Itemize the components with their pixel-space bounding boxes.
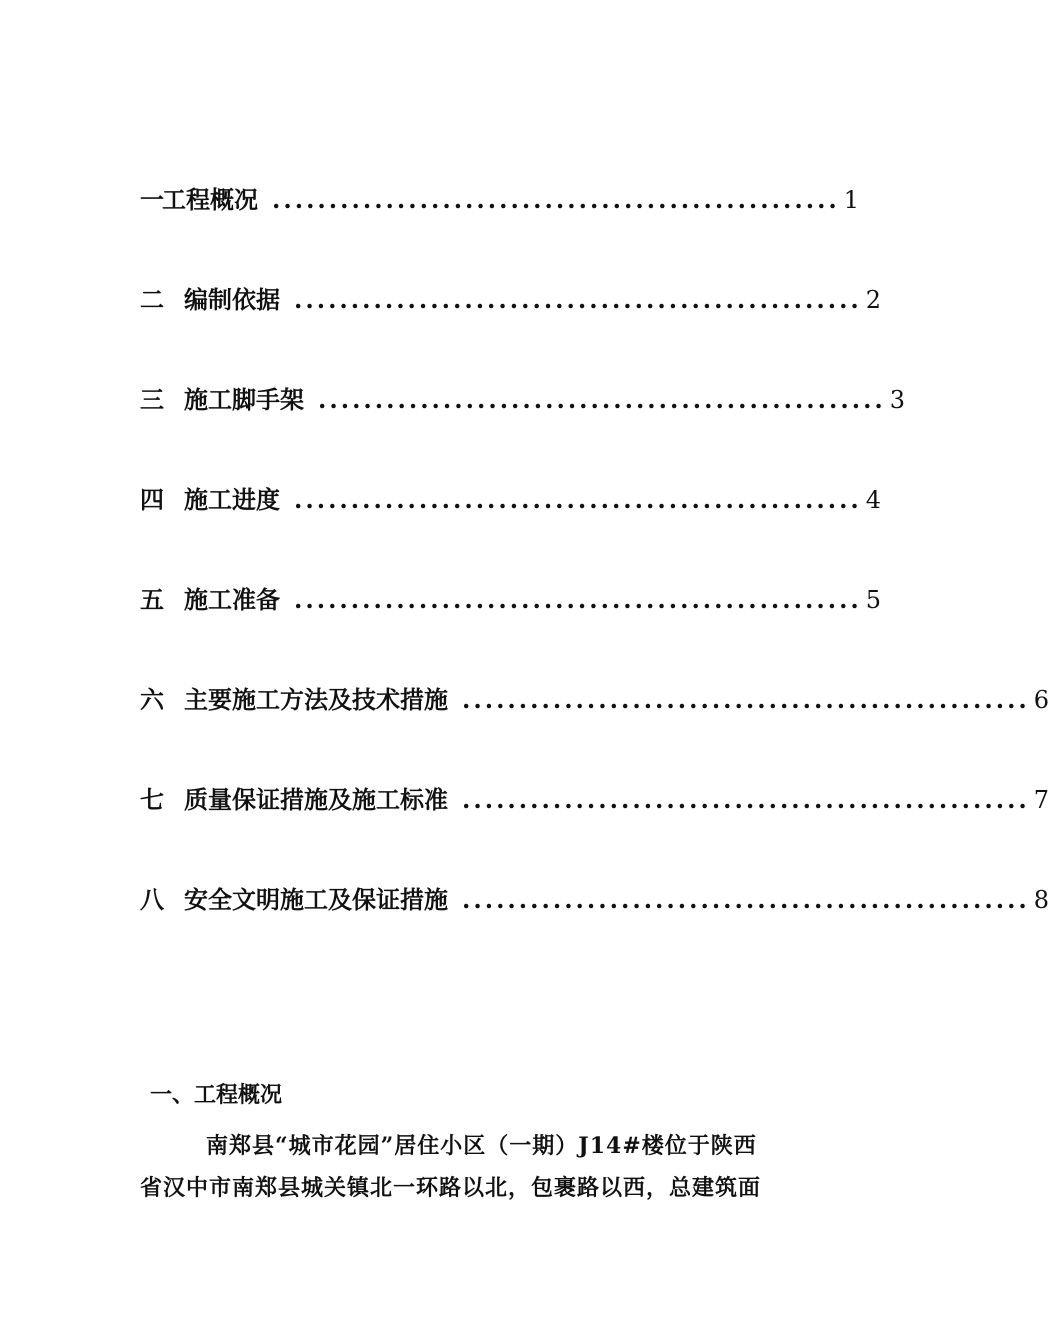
- toc-entry[interactable]: [140, 275, 882, 375]
- toc-entry-title: 安全文明施工及保证措施: [184, 885, 448, 914]
- section-heading: 一、工程概况: [150, 1082, 283, 1108]
- toc-leader-dots: ..................................................: [272, 185, 840, 214]
- toc-entry[interactable]: [140, 475, 882, 575]
- toc-entry-title: 工程概况: [162, 185, 258, 214]
- toc-entry-number: 五: [140, 585, 164, 614]
- toc-entry-page: 1: [843, 186, 860, 214]
- toc-entry[interactable]: [140, 675, 1049, 775]
- toc-entry[interactable]: [140, 375, 906, 475]
- toc-entry-title: 编制依据: [184, 285, 280, 314]
- toc-entry-title: 施工进度: [184, 485, 280, 514]
- toc-entry[interactable]: [140, 775, 1049, 875]
- toc-entry-title: 施工准备: [184, 585, 280, 614]
- toc-leader-dots: ..................................................: [294, 585, 862, 614]
- toc-entry-number: 三: [140, 385, 164, 414]
- toc-leader-dots: ..................................................: [462, 885, 1030, 914]
- toc-entry-title: 主要施工方法及技术措施: [184, 685, 448, 714]
- toc-entry-number: 八: [140, 885, 164, 914]
- toc-leader-dots: ..................................................: [318, 385, 886, 414]
- toc-leader-dots: ..................................................: [462, 785, 1030, 814]
- body-line: 省汉中市南郑县城关镇北一环路以北，包裹路以西，总建筑面: [140, 1175, 762, 1201]
- toc-entry[interactable]: [140, 175, 860, 275]
- toc-leader-dots: ..................................................: [294, 485, 862, 514]
- table-of-contents: [140, 175, 1049, 975]
- body-line: 南郑县“城市花园”居住小区（一期）J14#楼位于陕西: [206, 1133, 757, 1159]
- toc-entry-number: 四: [140, 485, 164, 514]
- toc-entry-page: 3: [889, 386, 906, 414]
- toc-entry-page: 2: [865, 286, 882, 314]
- section-body: [140, 1125, 812, 1209]
- toc-entry-page: 8: [1033, 886, 1049, 914]
- toc-entry-number: 六: [140, 685, 164, 714]
- toc-entry[interactable]: [140, 875, 1049, 975]
- toc-entry-page: 4: [865, 486, 882, 514]
- toc-entry-page: 7: [1033, 786, 1049, 814]
- toc-leader-dots: ..................................................: [462, 685, 1030, 714]
- toc-entry-number: 七: [140, 785, 164, 814]
- toc-entry-page: 5: [865, 586, 882, 614]
- toc-entry-page: 6: [1033, 686, 1049, 714]
- toc-leader-dots: ..................................................: [294, 285, 862, 314]
- toc-entry[interactable]: [140, 575, 882, 675]
- toc-entry-title: 质量保证措施及施工标准: [184, 785, 448, 814]
- toc-entry-title: 施工脚手架: [184, 385, 304, 414]
- toc-entry-number: 二: [140, 285, 164, 314]
- toc-entry-number: 一: [140, 185, 164, 214]
